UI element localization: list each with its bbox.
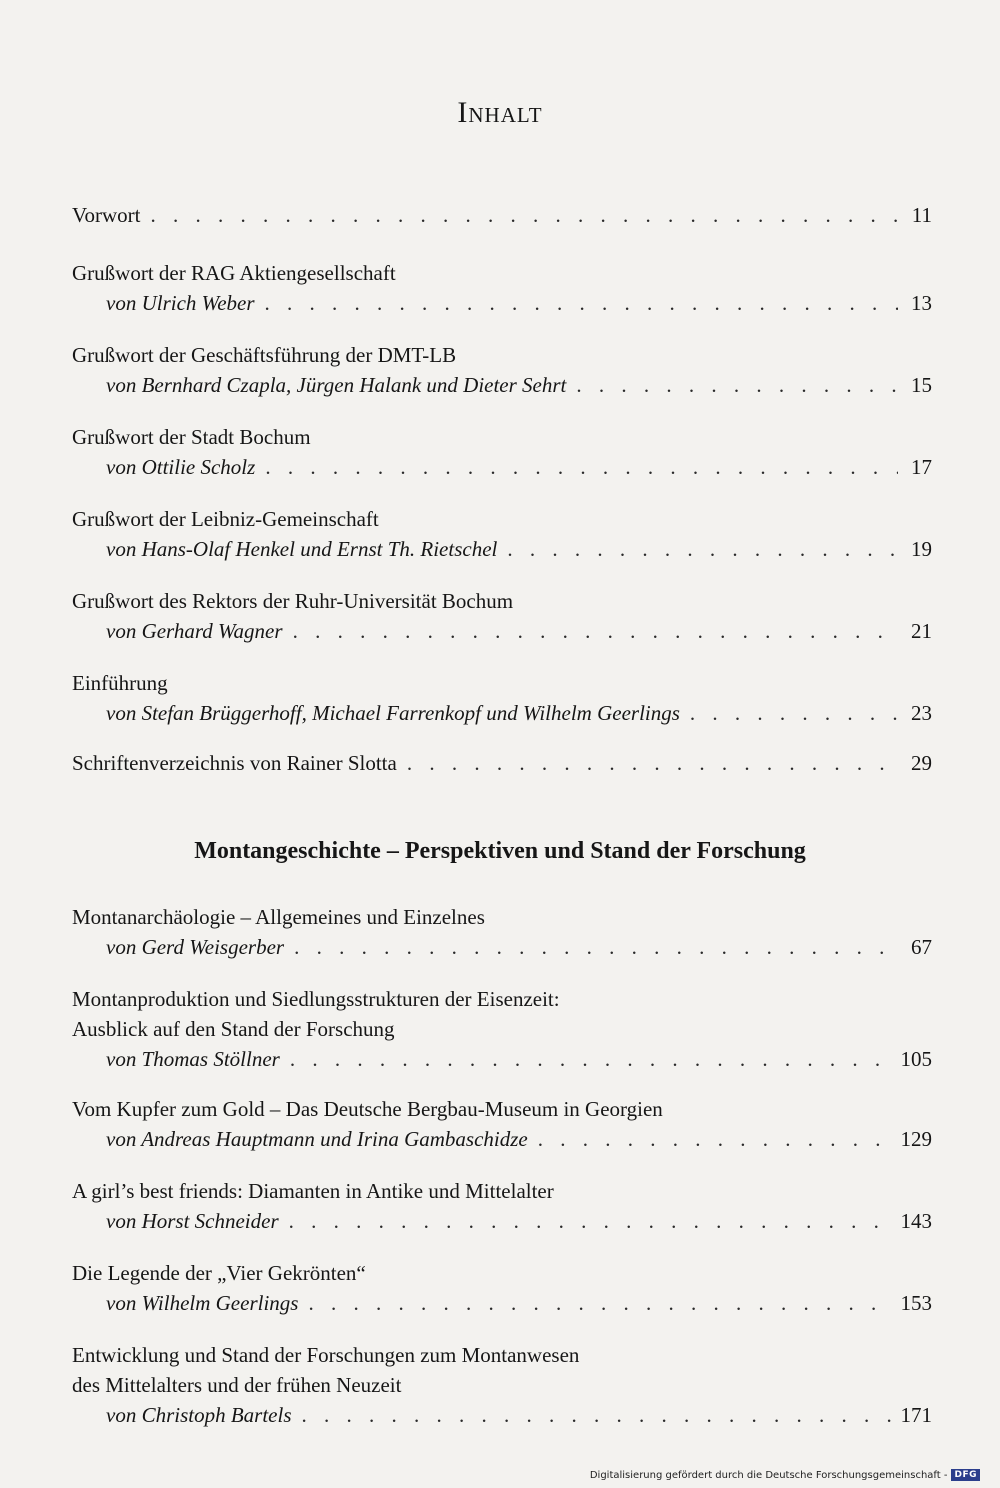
page-number: 29 xyxy=(911,751,932,775)
page-number: 153 xyxy=(900,1291,932,1315)
toc-entry xyxy=(72,902,932,962)
leader-dots xyxy=(293,616,898,646)
toc-line xyxy=(72,258,932,288)
footer-text: Digitalisierung gefördert durch die Deutsche Forschungsgemeinschaft - xyxy=(589,1469,948,1481)
page-number: 17 xyxy=(911,455,932,479)
page-number: 143 xyxy=(900,1209,932,1233)
entry-author: von Ulrich Weber xyxy=(106,291,255,315)
toc-entry xyxy=(72,1176,932,1236)
toc-line xyxy=(72,1370,932,1400)
toc-entry xyxy=(72,1258,932,1318)
toc-line xyxy=(72,668,932,698)
toc-entry xyxy=(72,586,932,646)
entry-author: von Wilhelm Geerlings xyxy=(106,1291,299,1315)
author-line xyxy=(72,698,932,728)
entry-title: A girl’s best friends: Diamanten in Antike und Mittelalter xyxy=(72,1179,554,1203)
author-line xyxy=(72,1400,932,1430)
entry-author: von Ottilie Scholz xyxy=(106,455,256,479)
entry-title: Die Legende der „Vier Gekrönten“ xyxy=(72,1261,366,1285)
page-number: 105 xyxy=(900,1047,932,1071)
page-number: 19 xyxy=(911,537,932,561)
leader-dots xyxy=(538,1124,891,1154)
toc-line xyxy=(72,748,932,778)
entry-title: Entwicklung und Stand der Forschungen zum Montanwesen xyxy=(72,1343,580,1367)
section-heading: Montangeschichte – Perspektiven und Stand der Forschung xyxy=(194,838,806,864)
toc-line xyxy=(72,340,932,370)
toc-line xyxy=(72,1176,932,1206)
entry-author: von Gerd Weisgerber xyxy=(106,935,285,959)
page-number: 171 xyxy=(900,1403,932,1427)
entry-title: Einführung xyxy=(72,671,168,695)
leader-dots xyxy=(294,932,898,962)
dfg-logo-icon: DFG xyxy=(951,1469,980,1481)
author-line xyxy=(72,288,932,318)
page-number: 21 xyxy=(911,619,932,643)
entry-author: von Gerhard Wagner xyxy=(106,619,283,643)
leader-dots xyxy=(507,534,898,564)
page-number: 13 xyxy=(911,291,932,315)
toc-entry xyxy=(72,422,932,482)
toc-line xyxy=(72,1258,932,1288)
entry-title: Montanarchäologie – Allgemeines und Einzelnes xyxy=(72,905,485,929)
page-title: Inhalt xyxy=(457,96,543,129)
toc-line xyxy=(72,902,932,932)
page-number: 129 xyxy=(900,1127,932,1151)
leader-dots xyxy=(302,1400,891,1430)
entry-author: von Stefan Brüggerhoff, Michael Farrenkopf und Wilhelm Geerlings xyxy=(106,701,680,725)
entry-author: von Bernhard Czapla, Jürgen Halank und Dieter Sehrt xyxy=(106,373,567,397)
entry-author: von Andreas Hauptmann und Irina Gambaschidze xyxy=(106,1127,528,1151)
page-number: 23 xyxy=(911,701,932,725)
toc-line xyxy=(72,586,932,616)
toc-line xyxy=(72,422,932,452)
toc-entry xyxy=(72,258,932,318)
entry-title: Grußwort der Geschäftsführung der DMT-LB xyxy=(72,343,457,367)
toc-entry xyxy=(72,504,932,564)
page-number: 11 xyxy=(911,203,932,227)
entry-title: Montanproduktion und Siedlungsstrukturen der Eisenzeit: xyxy=(72,987,560,1011)
leader-dots xyxy=(407,748,898,778)
entry-title: Grußwort der Stadt Bochum xyxy=(72,425,311,449)
toc-entry xyxy=(72,1094,932,1154)
page-number: 67 xyxy=(911,935,932,959)
toc-line xyxy=(72,984,932,1014)
leader-dots xyxy=(290,1044,891,1074)
author-line xyxy=(72,1288,932,1318)
author-line xyxy=(72,1124,932,1154)
entry-author: von Hans-Olaf Henkel und Ernst Th. Rietschel xyxy=(106,537,498,561)
toc-entry xyxy=(72,748,932,778)
entry-author: von Horst Schneider xyxy=(106,1209,279,1233)
toc-entry xyxy=(72,1340,932,1430)
entry-author: von Thomas Stöllner xyxy=(106,1047,280,1071)
toc-line xyxy=(72,1014,932,1044)
author-line xyxy=(72,932,932,962)
author-line xyxy=(72,452,932,482)
entry-title-continued: des Mittelalters und der frühen Neuzeit xyxy=(72,1373,402,1397)
entry-title-continued: Ausblick auf den Stand der Forschung xyxy=(72,1017,395,1041)
author-line xyxy=(72,1206,932,1236)
leader-dots xyxy=(265,452,898,482)
page-number: 15 xyxy=(911,373,932,397)
entry-author: von Christoph Bartels xyxy=(106,1403,292,1427)
entry-title: Vom Kupfer zum Gold – Das Deutsche Bergbau-Museum in Georgien xyxy=(72,1097,663,1121)
leader-dots xyxy=(308,1288,890,1318)
leader-dots xyxy=(150,200,898,230)
digitization-footer xyxy=(590,1469,980,1481)
author-line xyxy=(72,370,932,400)
author-line xyxy=(72,534,932,564)
toc-line xyxy=(72,1094,932,1124)
toc-entry xyxy=(72,200,932,230)
author-line xyxy=(72,616,932,646)
toc-entry xyxy=(72,340,932,400)
leader-dots xyxy=(265,288,898,318)
toc-entry xyxy=(72,668,932,728)
leader-dots xyxy=(576,370,898,400)
entry-title: Grußwort der Leibniz-Gemeinschaft xyxy=(72,507,379,531)
toc-line xyxy=(72,504,932,534)
leader-dots xyxy=(690,698,898,728)
toc-line xyxy=(72,200,932,230)
entry-title: Grußwort des Rektors der Ruhr-Universität Bochum xyxy=(72,589,514,613)
leader-dots xyxy=(289,1206,891,1236)
entry-title: Schriftenverzeichnis von Rainer Slotta xyxy=(72,751,397,775)
entry-title: Grußwort der RAG Aktiengesellschaft xyxy=(72,261,396,285)
author-line xyxy=(72,1044,932,1074)
toc-line xyxy=(72,1340,932,1370)
entry-title: Vorwort xyxy=(72,203,141,227)
toc-entry xyxy=(72,984,932,1074)
